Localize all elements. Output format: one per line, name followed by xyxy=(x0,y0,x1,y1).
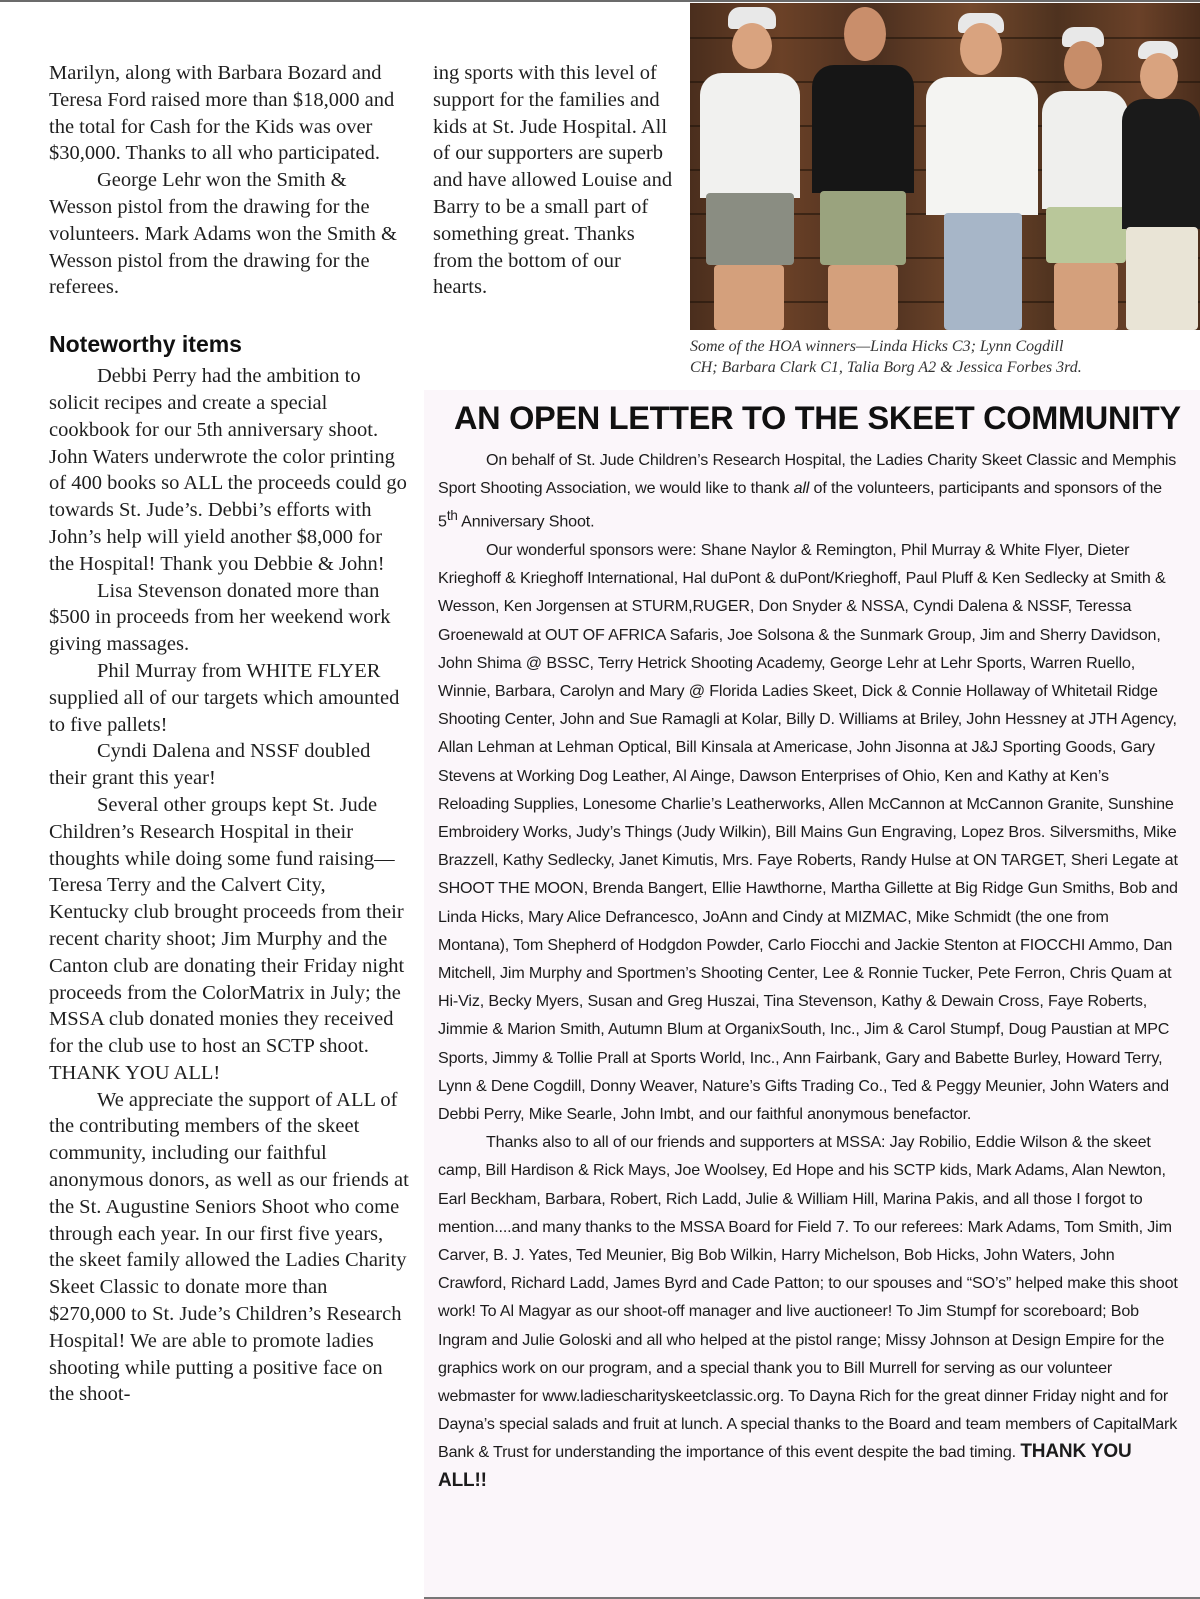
emphasis-text: all xyxy=(793,479,810,498)
middle-column xyxy=(433,60,673,301)
person-figure xyxy=(808,3,916,330)
paragraph xyxy=(438,446,1180,536)
section-heading: Noteworthy items xyxy=(49,331,242,358)
paragraph: Marilyn, along with Barbara Bozard and Teresa Ford raised more than $18,000 and the total for Cash for the Kids was over $30,000. Thanks to all who participated. xyxy=(49,62,395,165)
top-rule xyxy=(0,0,1200,2)
sponsors-paragraph: Our wonderful sponsors were: Shane Naylor & Remington, Phil Murray & White Flyer, Dieter Krieghoff & Krieghoff International, Hal duPont & duPont/Krieghoff, Paul Pluff & Ken Sedlecky at Smith & Wesson, Ken Jorgensen at STURM,RUGER, Don Snyder & NSSA, Cyndi Dalena & NSSF, Teressa Groenewald at OUT OF AFRICA Safaris, Joe Solsona & the Sunmark Group, Jim and Sherry Davidson, John Shima @ BSSC, Terry Hetrick Shooting Academy, George Lehr at Lehr Sports, Warren Ruello, Winnie, Barbara, Carolyn and Mary @ Florida Ladies Skeet, Dick & Connie Hollaway of Whitetail Ridge Shooting Center, John and Sue Ramagli at Kolar, Billy D. Williams at Briley, John Hessney at JTH Agency, Allan Lehman at Lehman Optical, Bill Kinsala at Americase, John Jisonna at J&J Sporting Goods, Gary Stevens at Working Dog Leather, Al Ainge, Dawson Enterprises of Ohio, Ken and Kathy at Ken’s Reloading Supplies, Lonesome Charlie’s Leatherworks, Allen McCannon at McCannon Granite, Sunshine Embroidery Works, Judy’s Things (Judy Wilkin), Bill Mains Gun Engraving, Lopez Bros. Silversmiths, Mike Brazzell, Kathy Sedlecky, Janet Kimutis, Mrs. Faye Roberts, Randy Hulse at ON TARGET, Sheri Legate at SHOOT THE MOON, Brenda Bangert, Ellie Hawthorne, Martha Gillette at Big Ridge Gun Smiths, Bob and Linda Hicks, Mary Alice Defrancesco, JoAnn and Cindy at MIZMAC, Mike Schmidt (the one from Montana), Tom Shepherd of Hodgdon Powder, Carlo Fiocchi and Jackie Stenton at FIOCCHI Ammo, Dan Mitchell, Jim Murphy and Sportmen’s Shooting Center, Lee & Ronnie Tucker, Pete Ferron, Chris Quam at Hi-Viz, Becky Myers, Susan and Greg Huszai, Tina Stevenson, Kathy & Dewain Cross, Faye Roberts, Jimmie & Marion Smith, Autumn Blum at OrganixSouth, Inc., Jim & Carol Stumpf, Doug Paustian at MPC Sports, Jimmy & Tollie Prall at Sports World, Inc., Ann Fairbank, Gary and Babette Burley, Howard Terry, Lynn & Dene Cogdill, Donny Weaver, Nature’s Gifts Trading Co., Ted & Peggy Meunier, John Waters and Debbi Perry, Mike Searle, John Imbt, and our faithful anonymous benefactor. xyxy=(438,540,1178,1124)
paragraph: ing sports with this level of support for the families and kids at St. Jude Hospital. All of our supporters are superb and have allowed Louise and Barry to be a small part of something great. Thanks from the bottom of our hearts. xyxy=(433,62,673,299)
caption-line: CH; Barbara Clark C1, Talia Borg A2 & Jessica Forbes 3rd. xyxy=(690,358,1082,376)
person-figure xyxy=(922,3,1040,330)
text-run: Thanks also to all of our friends and supporters at MSSA: Jay Robilio, Eddie Wilson & the skeet camp, Bill Hardison & Rick Mays, Joe Woolsey, Ed Hope and his SCTP kids, Mark Adams, Alan Newton, Earl Beckham, Barbara, Robert, Rich Ladd, Julie & William Hill, Marina Pakis, and all those I forgot to mention....and many thanks to the MSSA Board for Field 7. To our referees: Mark Adams, Tom Smith, Jim Carver, B. J. Yates, Ted Meunier, Big Bob Wilkin, Harry Michelson, Bob Hicks, John Waters, John Crawford, Richard Ladd, James Byrd and Cade Patton; to our spouses and “SO’s” helped make this shoot work! To Al Magyar as our shoot-off manager and live auctioneer! To Jim Stumpf for scoreboard; Bob Ingram and Julie Goloski and all who helped at the pistol range; Missy Johnson at Design Empire for the graphics work on our program, and a special thank you to Bill Murrell for serving as our volunteer webmaster for www.ladiescharityskeetclassic.org. To Dayna Rich for the great dinner Friday night and for Dayna’s special salads and fruit at lunch. A special thanks to the Board and team members of CapitalMark Bank & Trust for understanding the importance of this event despite the bad timing. xyxy=(438,1133,1178,1462)
paragraph: Phil Murray from WHITE FLYER supplied all of our targets which amounted to five pallets! xyxy=(49,659,400,736)
person-figure xyxy=(1038,3,1130,330)
open-letter-body xyxy=(438,446,1180,1495)
thanks-paragraph xyxy=(438,1128,1180,1495)
person-figure xyxy=(1122,3,1200,330)
person-figure xyxy=(690,3,802,330)
paragraph: Cyndi Dalena and NSSF doubled their grant this year! xyxy=(49,740,371,790)
text-run: On behalf of St. Jude Children’s Research Hospital, the Ladies Charity Skeet Classic and Memphis Sport Shooting Association, we would like to thank xyxy=(438,451,1177,498)
open-letter-title: AN OPEN LETTER TO THE SKEET COMMUNITY xyxy=(454,400,1181,436)
closing-thanks: THANK YOU ALL!! xyxy=(438,1441,1132,1491)
paragraph: We appreciate the support of ALL of the contributing members of the skeet community, including our faithful anonymous donors, as well as our friends at the St. Augustine Seniors Shoot who come through each year. In our first five years, the skeet family allowed the Ladies Charity Skeet Classic to donate more than $270,000 to St. Jude’s Children’s Research Hospital! We are able to promote ladies shooting while putting a positive face on the shoot- xyxy=(49,1088,409,1406)
paragraph: George Lehr won the Smith & Wesson pistol from the drawing for the volunteers. Mark Adams won the Smith & Wesson pistol from the drawing for the referees. xyxy=(49,169,397,299)
paragraph: Lisa Stevenson donated more than $500 in proceeds from her weekend work giving massages. xyxy=(49,579,391,656)
caption-line: Some of the HOA winners—Linda Hicks C3; Lynn Cogdill xyxy=(690,338,1064,355)
paragraph: Several other groups kept St. Jude Children’s Research Hospital in their thoughts while doing some fund raising—Teresa Terry and the Calvert City, Kentucky club brought proceeds from their recent charity shoot; Jim Murphy and the Canton club are donating their Friday night proceeds from the ColorMatrix in July; the MSSA club donated monies they received for the club use to host an SCTP shoot. THANK YOU ALL! xyxy=(49,793,405,1084)
left-column xyxy=(49,60,409,1408)
text-run: of the volunteers, participants and sponsors of the 5 xyxy=(438,479,1162,531)
text-run: Anniversary Shoot. xyxy=(457,512,595,531)
paragraph: Debbi Perry had the ambition to solicit recipes and create a special cookbook for our 5th anniversary shoot. John Waters underwrote the color printing of 400 books so ALL the proceeds could go towards St. Jude’s. Debbi’s efforts with John’s help will yield another $8,000 for the Hospital! Thank you Debbie & John! xyxy=(49,365,407,575)
ordinal-suffix: th xyxy=(446,508,458,524)
hoa-winners-photo xyxy=(690,3,1200,330)
photo-caption xyxy=(690,337,1190,378)
